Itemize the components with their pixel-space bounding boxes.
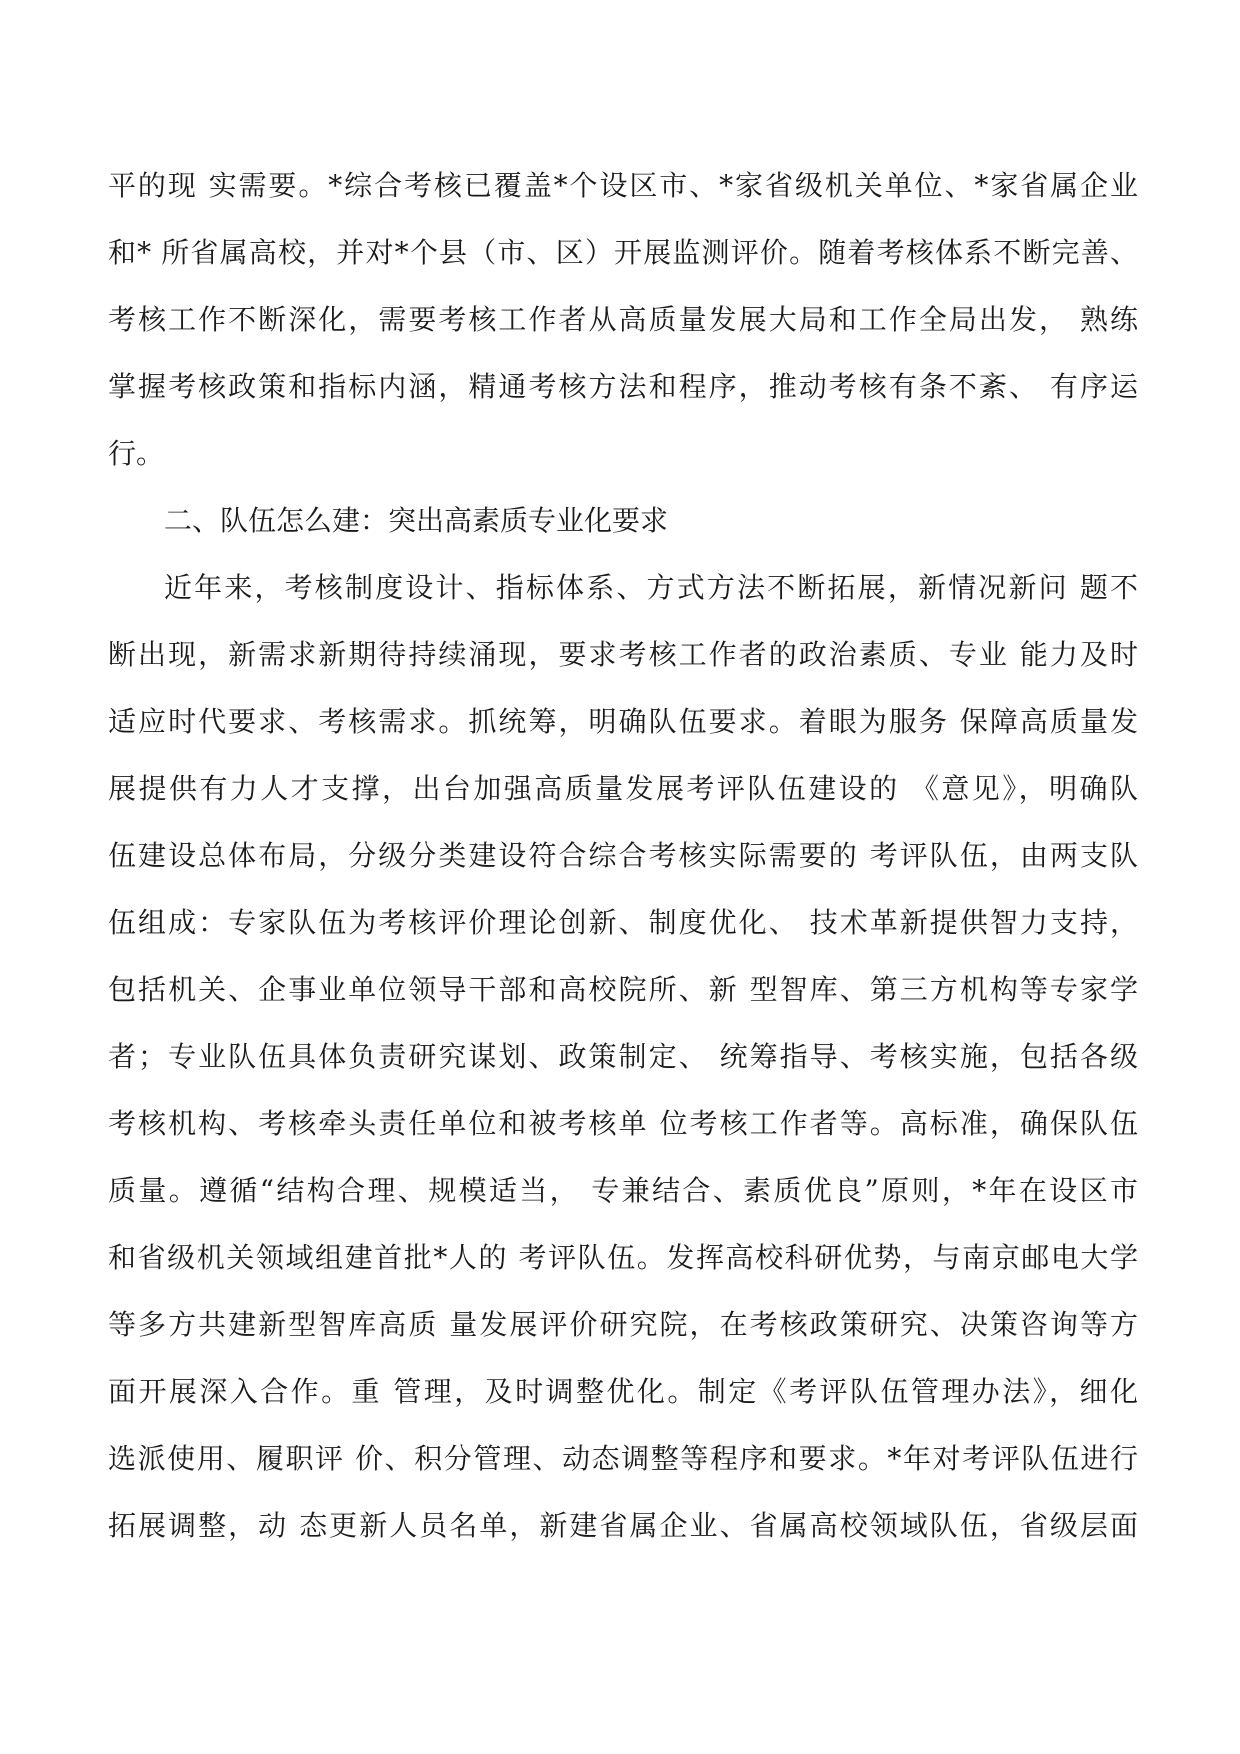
paragraph-line: 选派使用、履职评 价、积分管理、动态调整等程序和要求。*年对考评队伍进行 — [108, 1442, 1138, 1475]
paragraph-line: 展提供有力人才支撑，出台加强高质量发展考评队伍建设的 《意见》，明确队 — [108, 772, 1138, 805]
paragraph-line: 考核机构、考核牵头责任单位和被考核单 位考核工作者等。高标准，确保队伍 — [108, 1107, 1138, 1140]
paragraph-line: 质量。遵循“结构合理、规模适当， 专兼结合、素质优良”原则，*年在设区市 — [108, 1174, 1138, 1207]
paragraph-line: 拓展调整，动 态更新人员名单，新建省属企业、省属高校领域队伍，省级层面 — [108, 1509, 1138, 1542]
paragraph-line: 包括机关、企事业单位领导干部和高校院所、新 型智库、第三方机构等专家学 — [108, 973, 1138, 1006]
section-heading: 二、队伍怎么建：突出高素质专业化要求 — [164, 504, 669, 537]
paragraph-line: 和省级机关领域组建首批*人的 考评队伍。发挥高校科研优势，与南京邮电大学 — [108, 1241, 1138, 1274]
paragraph-line: 者；专业队伍具体负责研究谋划、政策制定、 统筹指导、考核实施，包括各级 — [108, 1040, 1138, 1073]
paragraph-line: 近年来，考核制度设计、指标体系、方式方法不断拓展，新情况新问 题不 — [164, 571, 1138, 604]
paragraph-line: 面开展深入合作。重 管理，及时调整优化。制定《考评队伍管理办法》，细化 — [108, 1375, 1138, 1408]
paragraph-line: 断出现，新需求新期待持续涌现，要求考核工作者的政治素质、专业 能力及时 — [108, 638, 1138, 671]
paragraph-line: 等多方共建新型智库高质 量发展评价研究院，在考核政策研究、决策咨询等方 — [108, 1308, 1138, 1341]
paragraph-line: 考核工作不断深化，需要考核工作者从高质量发展大局和工作全局出发， 熟练 — [108, 303, 1138, 336]
paragraph-line: 伍组成：专家队伍为考核评价理论创新、制度优化、 技术革新提供智力支持， — [108, 906, 1138, 939]
paragraph-line: 和* 所省属高校，并对*个县（市、区）开展监测评价。随着考核体系不断完善、 — [108, 236, 1138, 269]
paragraph-line: 行。 — [108, 437, 165, 470]
paragraph-line: 掌握考核政策和指标内涵，精通考核方法和程序，推动考核有条不紊、 有序运 — [108, 370, 1138, 403]
paragraph-line: 平的现 实需要。*综合考核已覆盖*个设区市、*家省级机关单位、*家省属企业 — [108, 169, 1138, 202]
paragraph-line: 适应时代要求、考核需求。抓统筹，明确队伍要求。着眼为服务 保障高质量发 — [108, 705, 1138, 738]
paragraph-line: 伍建设总体布局，分级分类建设符合综合考核实际需要的 考评队伍，由两支队 — [108, 839, 1138, 872]
